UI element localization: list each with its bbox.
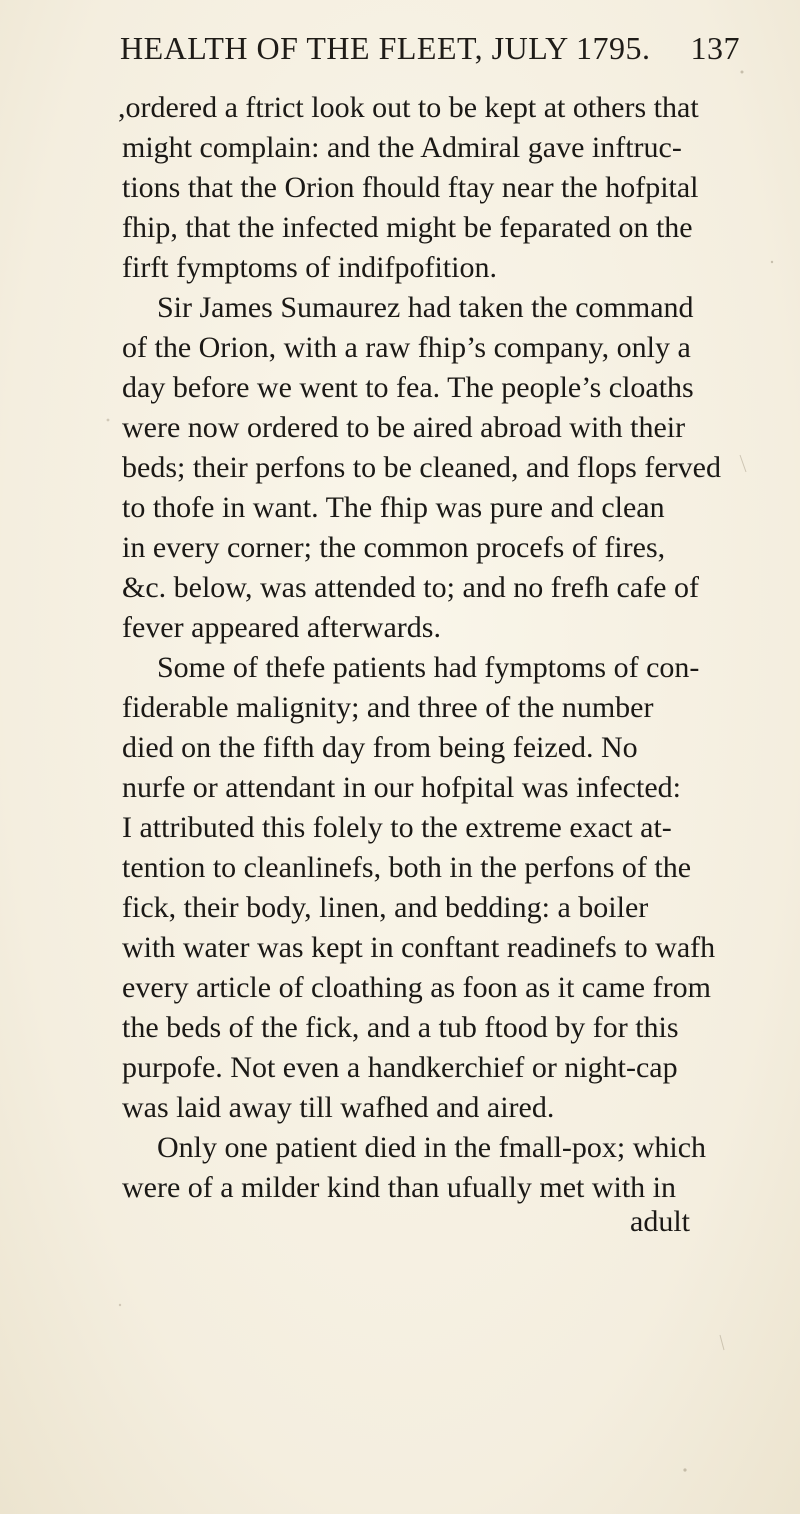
text-line: fhip, that the infected might be feparated on the: [122, 211, 693, 244]
text-line: &c. below, was attended to; and no frefh cafe of: [122, 571, 699, 604]
text-line: to thofe in want. The fhip was pure and clean: [122, 491, 665, 524]
catchword: adult: [630, 1205, 690, 1238]
text-line: beds; their perfons to be cleaned, and flops ferved: [122, 451, 721, 484]
text-line: purpofe. Not even a handkerchief or night-cap: [122, 1051, 678, 1084]
page-number: 137: [690, 30, 740, 66]
text-line: were of a milder kind than ufually met with in: [122, 1171, 677, 1204]
text-line: I attributed this folely to the extreme exact at-: [122, 811, 672, 844]
text-line: fever appeared afterwards.: [122, 611, 441, 644]
text-line: nurfe or attendant in our hofpital was infected:: [122, 771, 681, 804]
text-line: firft fymptoms of indifpofition.: [122, 251, 497, 284]
text-line: tention to cleanlinefs, both in the perfons of the: [122, 851, 692, 884]
text-line: might complain: and the Admiral gave inftruc-: [122, 131, 682, 164]
text-line: Sir James Sumaurez had taken the command: [157, 291, 694, 324]
text-line: died on the fifth day from being feized. No: [122, 731, 638, 764]
text-line: ,ordered a ftrict look out to be kept at others that: [118, 91, 699, 124]
text-line: were now ordered to be aired abroad with their: [122, 411, 686, 444]
text-line: every article of cloathing as foon as it came from: [122, 971, 711, 1004]
text-line: in every corner; the common procefs of fires,: [122, 531, 666, 564]
text-line: Some of thefe patients had fymptoms of con-: [157, 651, 700, 684]
text-line: day before we went to fea. The people’s cloaths: [122, 371, 694, 404]
text-line: Only one patient died in the fmall-pox; which: [157, 1131, 707, 1164]
text-line: with water was kept in conftant readinefs to wafh: [122, 931, 716, 964]
text-line: fick, their body, linen, and bedding: a boiler: [122, 891, 649, 924]
text-line: the beds of the fick, and a tub ftood by for this: [122, 1011, 679, 1044]
text-line: tions that the Orion fhould ftay near the hofpital: [122, 171, 699, 204]
running-title: HEALTH OF THE FLEET, JULY 1795.: [120, 30, 651, 66]
text-line: of the Orion, with a raw fhip’s company, only a: [122, 331, 691, 364]
text-line: was laid away till wafhed and aired.: [122, 1091, 555, 1124]
text-line: fiderable malignity; and three of the number: [122, 691, 654, 724]
running-head: [120, 30, 740, 70]
